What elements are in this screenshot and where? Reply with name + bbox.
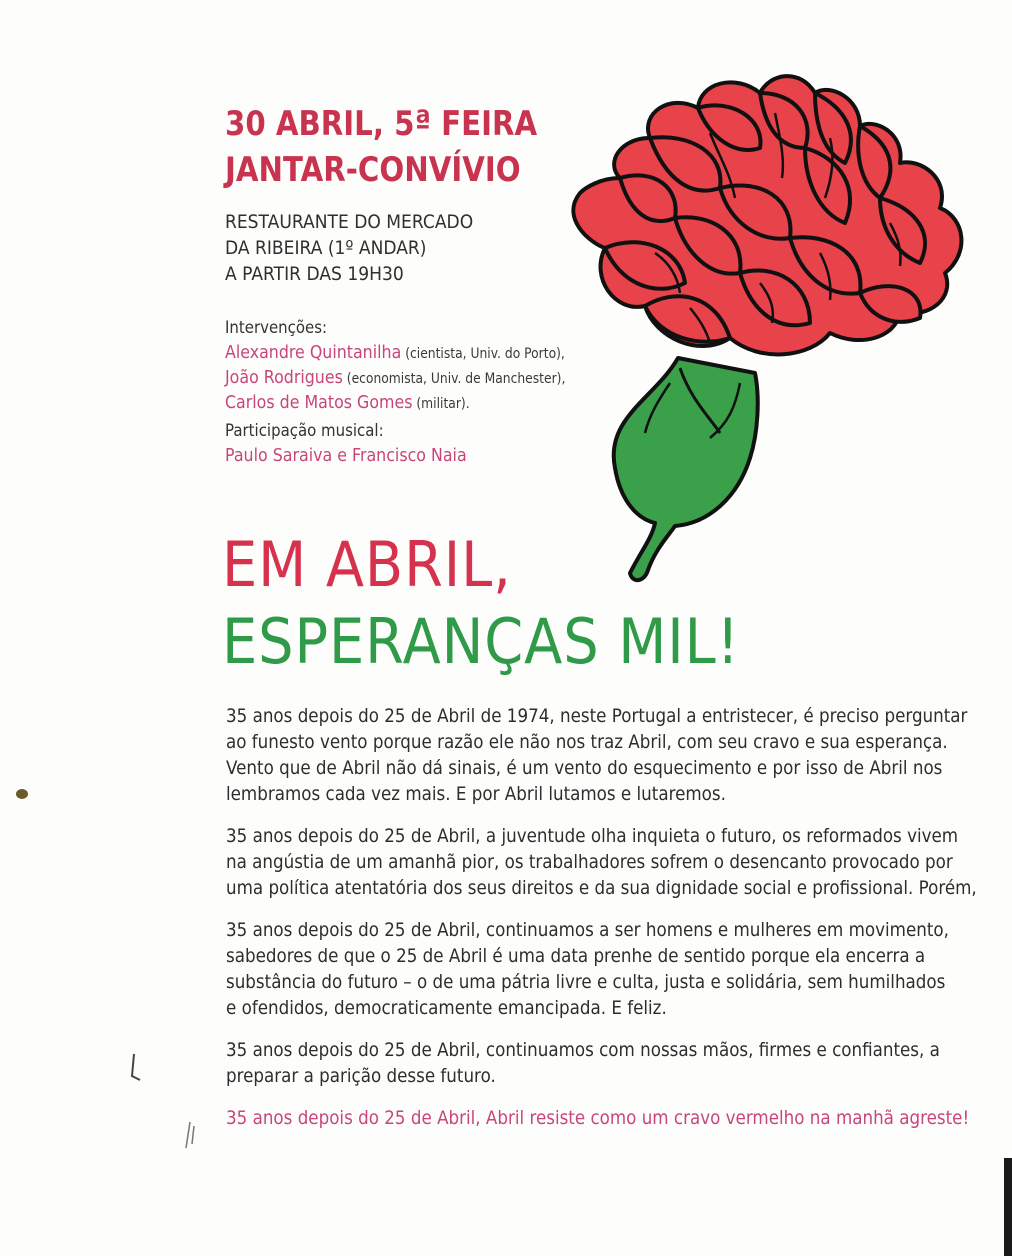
venue-line: DA RIBEIRA (1º ANDAR) [225, 237, 427, 259]
text-line: 35 anos depois do 25 de Abril, a juventude olha inquieta o futuro, os reformados vivem [226, 825, 959, 847]
closing-paragraph [226, 1105, 970, 1131]
closing-line: 35 anos depois do 25 de Abril, Abril resiste como um cravo vermelho na manhã agreste! [226, 1107, 970, 1129]
scan-speck [12, 784, 32, 804]
speaker-role: (economista, Univ. de Manchester), [342, 371, 566, 387]
music-performers [225, 444, 565, 469]
program [225, 316, 565, 469]
paragraph [226, 703, 968, 807]
paragraph [226, 917, 949, 1021]
manifesto-text [226, 703, 977, 1147]
scan-speck [180, 1118, 204, 1154]
event-venue [225, 210, 473, 288]
speaker-name: Carlos de Matos Gomes [225, 392, 413, 413]
scan-edge [1004, 1158, 1012, 1256]
speaker-name: Alexandre Quintanilha [225, 342, 402, 363]
speaker-name: João Rodrigues [225, 367, 343, 388]
text-line: 35 anos depois do 25 de Abril, continuamos com nossas mãos, firmes e confiantes, a [226, 1039, 940, 1061]
speaker-role: (cientista, Univ. do Porto), [401, 346, 565, 362]
venue-time: A PARTIR DAS 19H30 [225, 263, 404, 285]
speaker-item [225, 391, 565, 416]
petals [573, 76, 961, 354]
text-line: na angústia de um amanhã pior, os trabalhadores sofrem o desencanto provocado por [226, 851, 953, 873]
text-line: lembramos cada vez mais. E por Abril lutamos e lutaremos. [226, 783, 726, 805]
scan-speck [126, 1052, 146, 1084]
text-line: uma política atentatória dos seus direitos e da sua dignidade social e profissional. Porém, [226, 877, 977, 899]
text-line: e ofendidos, democraticamente emancipada. E feliz. [226, 997, 667, 1019]
paragraph [226, 823, 977, 901]
text-line: ao funesto vento porque razão ele não nos traz Abril, com seu cravo e sua esperança. [226, 731, 948, 753]
headline-line-2: ESPERANÇAS MIL! [222, 605, 740, 678]
text-line: substância do futuro – o de uma pátria livre e culta, justa e solidária, sem humilhados [226, 971, 946, 993]
headline-line-1: EM ABRIL, [222, 528, 512, 601]
text-line: 35 anos depois do 25 de Abril de 1974, neste Portugal a entristecer, é preciso perguntar [226, 705, 968, 727]
text-line: preparar a parição desse futuro. [226, 1065, 496, 1087]
text-line: sabedores de que o 25 de Abril é uma data prenhe de sentido porque ela encerra a [226, 945, 926, 967]
text-line: 35 anos depois do 25 de Abril, continuamos a ser homens e mulheres em movimento, [226, 919, 949, 941]
speaker-item [225, 366, 565, 391]
venue-line: RESTAURANTE DO MERCADO [225, 211, 474, 233]
paragraph [226, 1037, 939, 1089]
event-title: JANTAR-CONVÍVIO [225, 150, 521, 190]
speaker-role: (militar). [412, 396, 470, 412]
music-heading: Participação musical: [225, 421, 384, 441]
performers-names: Paulo Saraiva e Francisco Naia [225, 445, 467, 466]
event-date: 30 ABRIL, 5ª FEIRA [225, 104, 538, 144]
red-carnation-icon [560, 38, 980, 598]
text-line: Vento que de Abril não dá sinais, é um vento do esquecimento e por isso de Abril nos [226, 757, 943, 779]
speaker-item [225, 341, 565, 366]
speakers-heading: Intervenções: [225, 318, 328, 338]
stem [614, 358, 758, 580]
